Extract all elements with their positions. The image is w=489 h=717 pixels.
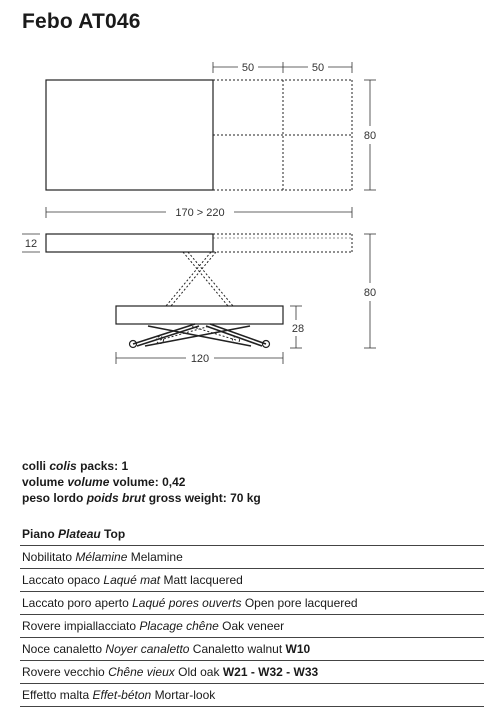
dim-depth-label: 80	[363, 130, 377, 142]
dim-height-label: 80	[363, 287, 377, 299]
dim-ext-right-label: 50	[311, 62, 325, 74]
dim-length-label: 170 > 220	[175, 207, 225, 219]
spec-weight: peso lordo poids brut gross weight: 70 kg	[22, 491, 261, 505]
page-title: Febo AT046	[22, 10, 141, 33]
finishes-heading: Piano Plateau Top	[22, 527, 126, 541]
dim-extension	[213, 62, 352, 73]
list-item: Effetto malta Effet-béton Mortar-look	[20, 683, 484, 707]
package-specs	[22, 458, 261, 506]
side-view	[46, 234, 352, 348]
list-item: Rovere vecchio Chêne vieux Old oak W21 - W32 - W33	[20, 660, 484, 683]
dim-low-height-label: 28	[291, 323, 305, 335]
top-view	[46, 80, 352, 190]
dim-base-label: 120	[190, 353, 210, 365]
list-item: Noce canaletto Noyer canaletto Canaletto walnut W10	[20, 637, 484, 660]
list-item: Laccato poro aperto Laqué pores ouverts Open pore lacquered	[20, 591, 484, 614]
spec-volume: volume volume volume: 0,42	[22, 475, 186, 489]
list-item: Laccato opaco Laqué mat Matt lacquered	[20, 568, 484, 591]
spec-packs: colli colis packs: 1	[22, 459, 129, 473]
list-item: Nobilitato Mélamine Melamine	[20, 545, 484, 568]
dim-ext-left-label: 50	[241, 62, 255, 74]
finishes-list	[20, 545, 484, 707]
list-item: Rovere impiallacciato Placage chêne Oak veneer	[20, 614, 484, 637]
dim-thickness-label: 12	[24, 238, 38, 250]
